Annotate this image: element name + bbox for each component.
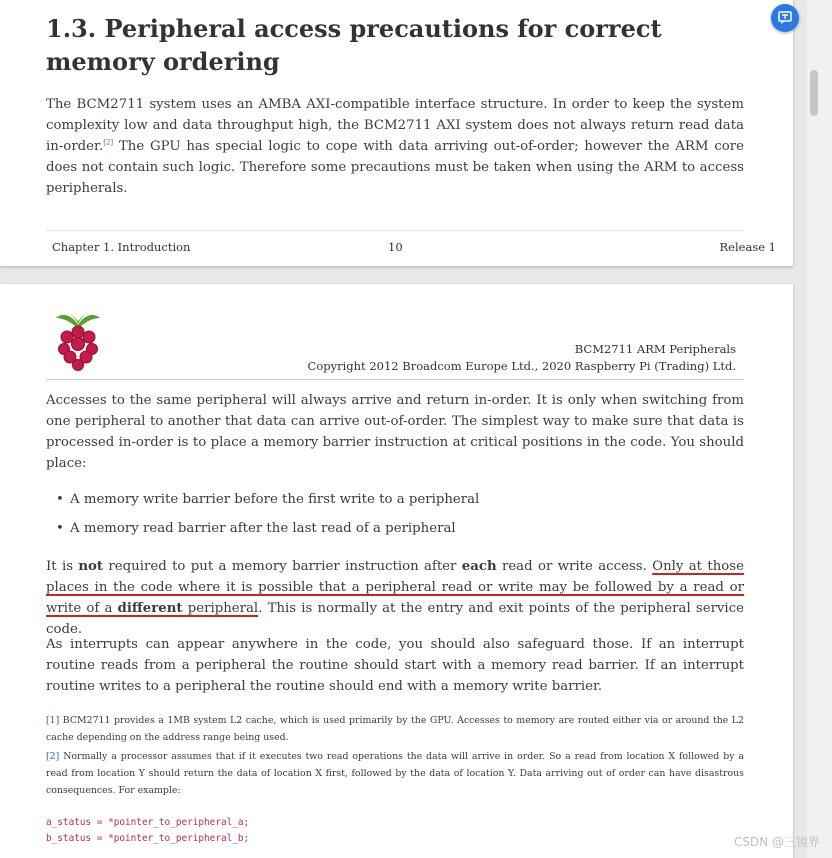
underlined-bold-run: different: [117, 601, 183, 616]
paragraph-interrupts: As interrupts can appear anywhere in the code, you should also safeguard those. If an interrupt routine reads from a peripheral the routine should start with a memory read barrier. If an interrupt routine writes to a peripheral the routine should end with a memory write barrier.: [46, 637, 744, 694]
paragraph-intro-text: The BCM2711 system uses an AMBA AXI-compatible interface structure. In order to keep the system complexity low and data throughput high, the BCM2711 AXI system does not always return read data in-order.: [46, 97, 744, 154]
text-run: read or write access.: [496, 559, 653, 574]
footnote-2: [46, 748, 744, 799]
underlined-run: peripheral: [182, 601, 259, 616]
scrollbar-thumb[interactable]: [810, 70, 818, 116]
footer-divider: [46, 230, 744, 231]
footnote-mark[interactable]: [2]: [46, 751, 60, 762]
paragraph-not-required: [46, 556, 744, 640]
footnote-ref-2[interactable]: [2]: [103, 138, 114, 147]
text-run: . This is normally at the entry and exit points of the peripheral service code.: [46, 601, 745, 637]
vertical-scrollbar[interactable]: [807, 0, 832, 858]
paragraph-intro: [46, 94, 744, 199]
footer-page-number: 10: [388, 240, 403, 254]
running-header-title: BCM2711 ARM Peripherals: [574, 342, 736, 356]
running-header-copyright: Copyright 2012 Broadcom Europe Ltd., 2020 Raspberry Pi (Trading) Ltd.: [307, 359, 736, 373]
code-line: a_status = *pointer_to_peripheral_a;: [46, 817, 250, 828]
bold-run: each: [461, 559, 497, 574]
underlined-run: Only at those places in the code where it is possible that a peripheral read or write may be followed by a read or write of a: [46, 559, 744, 616]
watermark: CSDN @三镜界: [733, 835, 820, 849]
barrier-bullet-list: [56, 490, 736, 548]
footnote-1: [46, 712, 744, 746]
raspberry-pi-logo: [50, 308, 106, 374]
footnote-text: BCM2711 provides a 1MB system L2 cache, which is used primarily by the GPU. Accesses to memory are routed either via or around the L2 cache depending on the address range being used.: [46, 715, 744, 743]
text-run: It is: [46, 559, 79, 574]
footer-chapter: Chapter 1. Introduction: [52, 240, 191, 254]
code-line: b_status = *pointer_to_peripheral_b;: [46, 833, 250, 844]
paragraph-accesses: Accesses to the same peripheral will always arrive and return in-order. It is only when switching from one peripheral to another that data can arrive out-of-order. The simplest way to make sure that data is processed in-order is to place a memory barrier instruction at critical positions in the code. You should place:: [46, 393, 744, 471]
footnote-text: Normally a processor assumes that if it executes two read operations the data will arrive in order. So a read from location X followed by a read from location Y should return the data of location X first, followed by the data of location Y. Data arriving out of order can have disastrous consequences. For example:: [46, 751, 744, 796]
footnote-mark[interactable]: [1]: [46, 715, 60, 726]
translate-button[interactable]: [771, 4, 799, 32]
footer-release: Release 1: [719, 240, 776, 254]
list-item: • A memory write barrier before the first write to a peripheral: [56, 490, 736, 519]
paragraph-intro-text-2: The GPU has special logic to cope with data arriving out-of-order; however the ARM core does not contain such logic. Therefore some precautions must be taken when using the ARM to access peripherals.: [46, 139, 744, 196]
text-run: required to put a memory barrier instruction after: [103, 559, 462, 574]
list-item: • A memory read barrier after the last read of a peripheral: [56, 519, 736, 548]
bold-run: not: [78, 559, 104, 574]
translate-icon: [778, 11, 792, 25]
header-divider: [46, 379, 744, 380]
section-heading: 1.3. Peripheral access precautions for correct memory ordering: [46, 14, 662, 76]
